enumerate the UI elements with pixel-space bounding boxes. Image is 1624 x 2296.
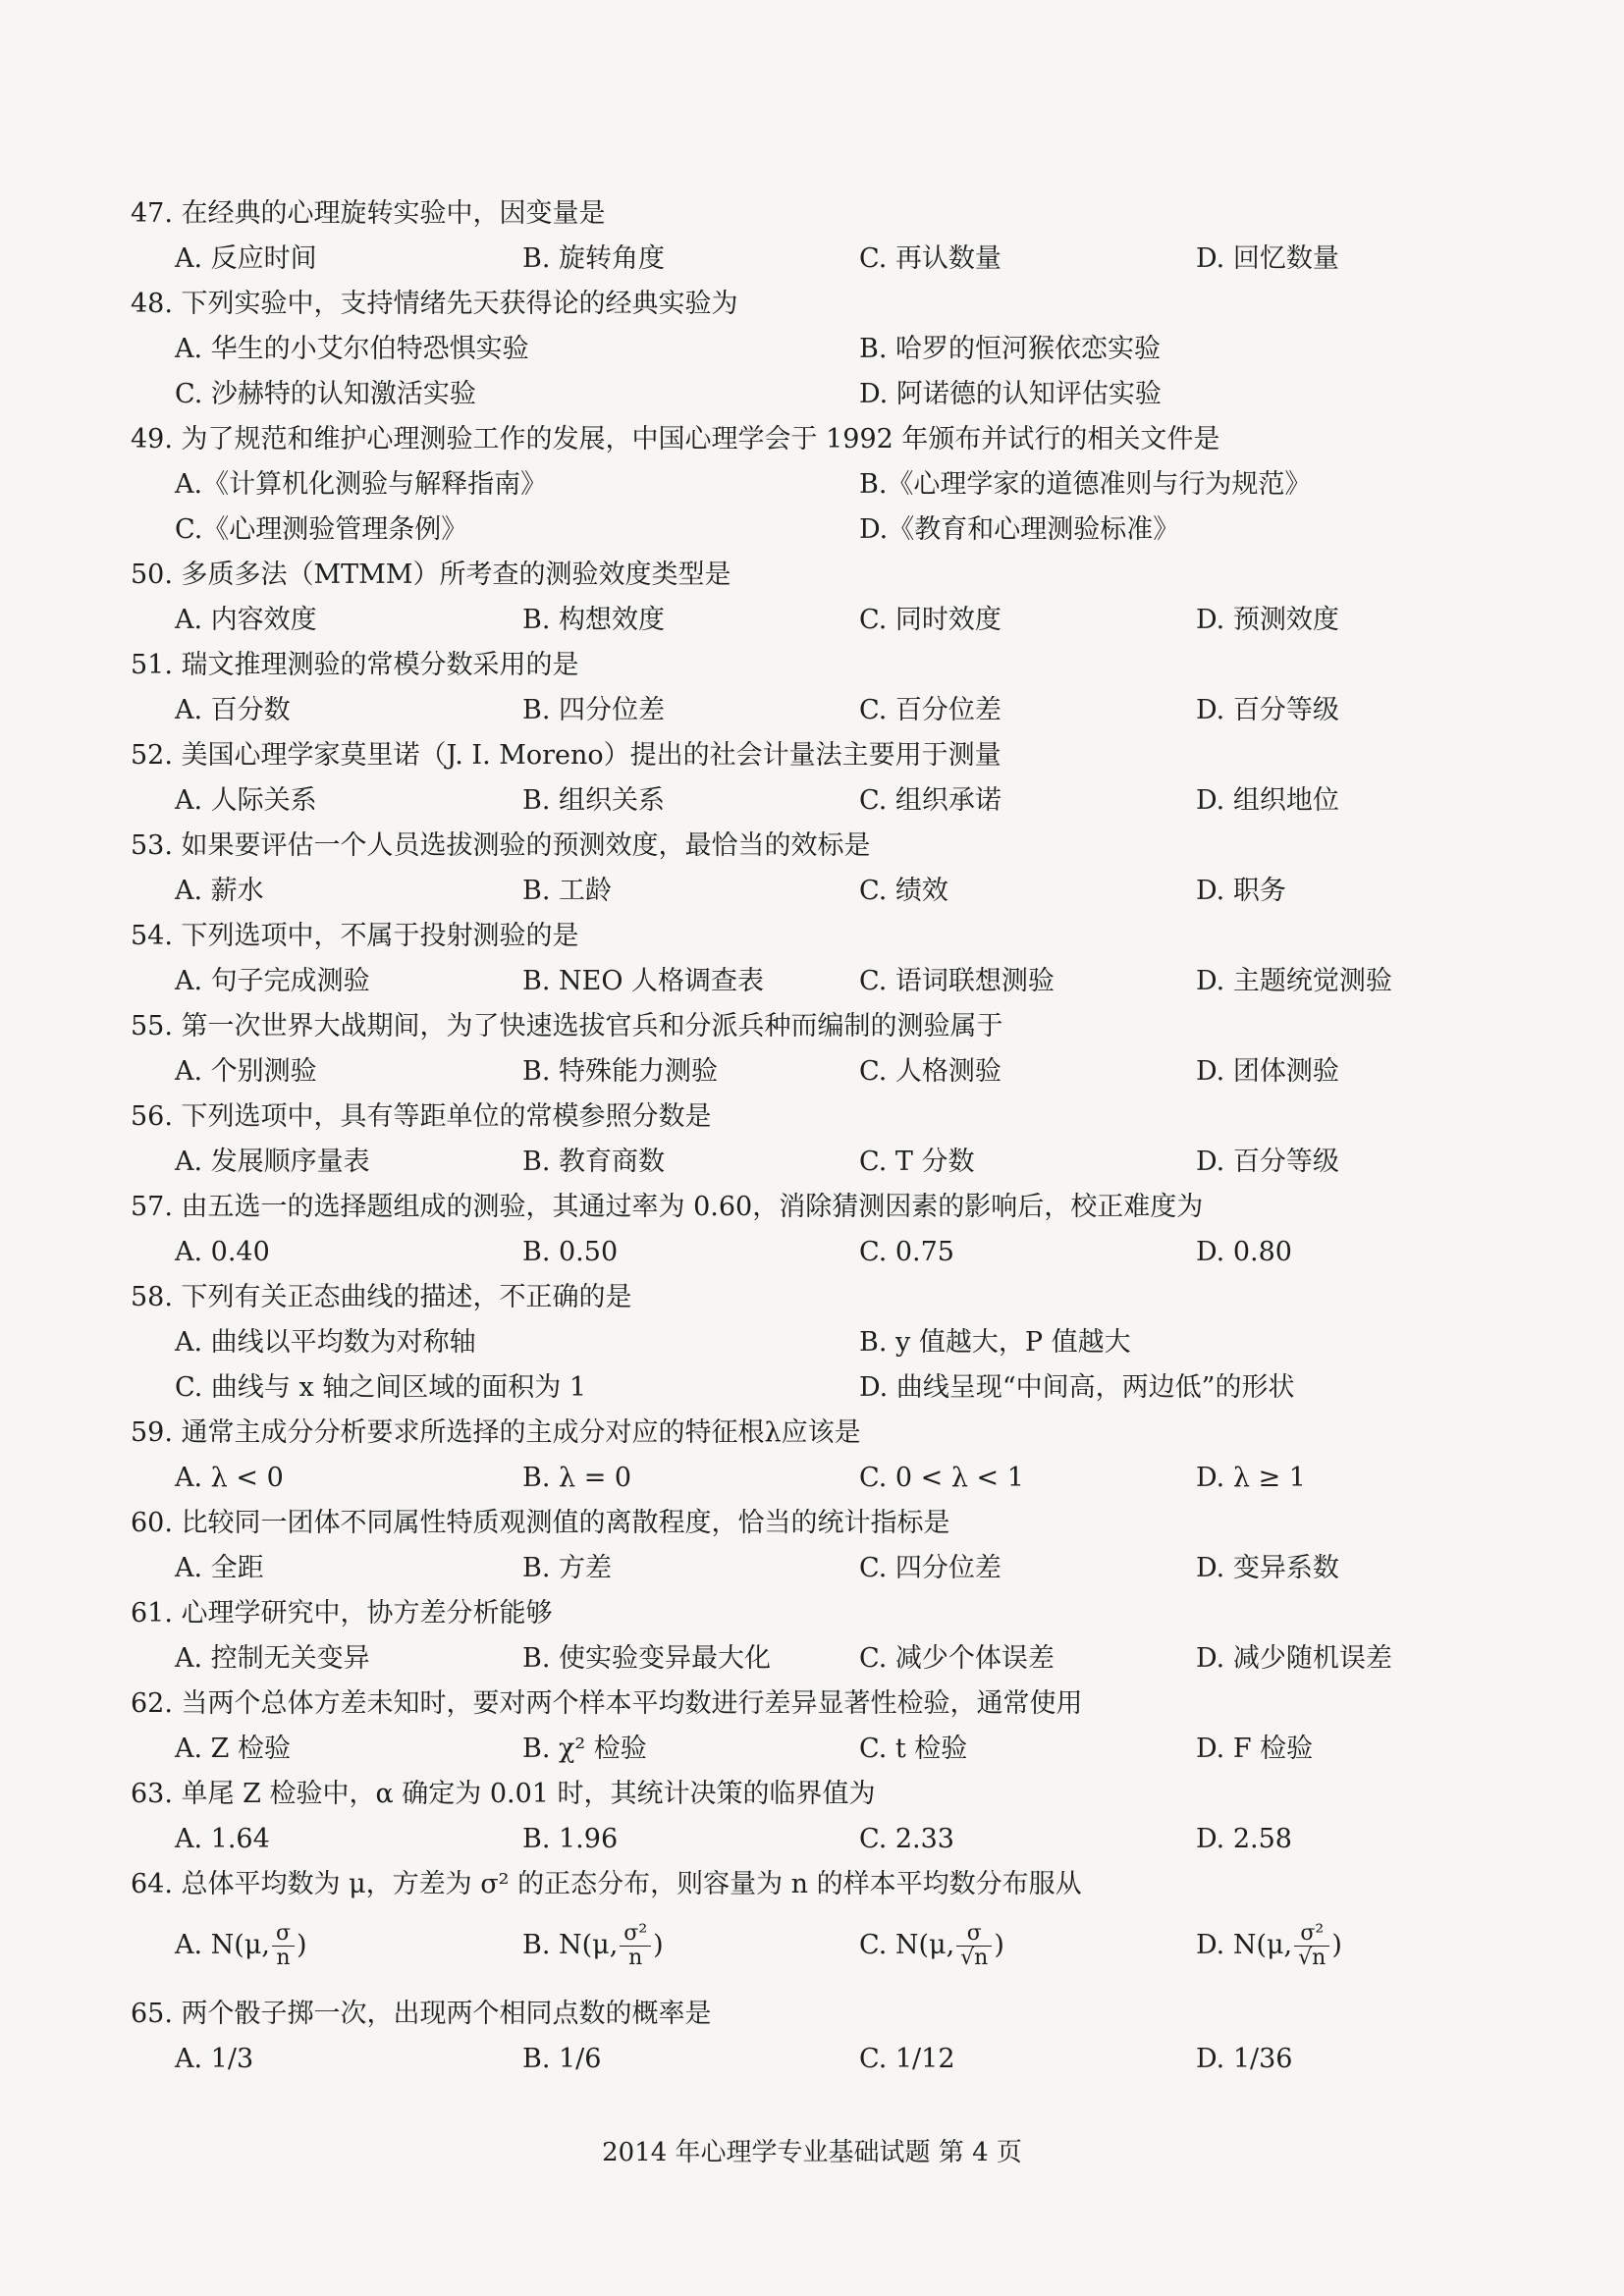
option-suffix: ) bbox=[994, 1930, 1004, 1960]
answer-option: D. 主题统觉测验 bbox=[1196, 966, 1392, 996]
answer-option: A. 薪水 bbox=[175, 876, 264, 906]
question-stem: 60. 比较同一团体不同属性特质观测值的离散程度，恰当的统计指标是 bbox=[131, 1508, 950, 1538]
answer-option: C. 同时效度 bbox=[859, 605, 1001, 635]
answer-option: A. 句子完成测验 bbox=[175, 966, 370, 996]
question-stem: 64. 总体平均数为 μ，方差为 σ² 的正态分布，则容量为 n 的样本平均数分布服从 bbox=[131, 1869, 1082, 1899]
answer-option: C. 2.33 bbox=[859, 1824, 954, 1854]
fraction-numerator: σ bbox=[956, 1922, 992, 1947]
option-suffix: ) bbox=[653, 1930, 664, 1960]
fraction bbox=[956, 1922, 992, 1970]
question-stem: 53. 如果要评估一个人员选拔测验的预测效度，最恰当的效标是 bbox=[131, 830, 871, 861]
question-stem: 57. 由五选一的选择题组成的测验，其通过率为 0.60，消除猜测因素的影响后，校正难度为 bbox=[131, 1192, 1204, 1222]
question-stem: 65. 两个骰子掷一次，出现两个相同点数的概率是 bbox=[131, 1999, 712, 2029]
answer-option: C. 1/12 bbox=[859, 2044, 955, 2074]
answer-option: D. 变异系数 bbox=[1196, 1553, 1339, 1583]
fraction-denominator: √n bbox=[960, 1946, 989, 1970]
page-footer: 2014 年心理学专业基础试题 第 4 页 bbox=[602, 2138, 1022, 2167]
answer-option: D. 回忆数量 bbox=[1196, 243, 1339, 274]
answer-option: B. 使实验变异最大化 bbox=[522, 1643, 772, 1674]
answer-option: C. 沙赫特的认知激活实验 bbox=[175, 379, 476, 409]
option-prefix: B. N(μ, bbox=[522, 1930, 619, 1960]
answer-option: D. 曲线呈现“中间高，两边低”的形状 bbox=[859, 1372, 1295, 1403]
answer-option: A. 反应时间 bbox=[175, 243, 317, 274]
answer-option: D. 2.58 bbox=[1196, 1824, 1292, 1854]
answer-option: A. 内容效度 bbox=[175, 605, 317, 635]
question-stem: 59. 通常主成分分析要求所选择的主成分对应的特征根λ应该是 bbox=[131, 1417, 861, 1448]
fraction bbox=[620, 1922, 651, 1970]
answer-option: A. 0.40 bbox=[175, 1237, 270, 1267]
fraction-denominator: √n bbox=[1298, 1946, 1326, 1970]
fraction-denominator: n bbox=[628, 1946, 643, 1970]
answer-option: D. 组织地位 bbox=[1196, 785, 1339, 816]
formula-option bbox=[1196, 1922, 1342, 1970]
question-stem: 48. 下列实验中，支持情绪先天获得论的经典实验为 bbox=[131, 289, 738, 319]
formula-option bbox=[859, 1922, 1004, 1970]
fraction-denominator: n bbox=[276, 1946, 291, 1970]
option-suffix: ) bbox=[296, 1930, 307, 1960]
question-stem: 55. 第一次世界大战期间，为了快速选拔官兵和分派兵种而编制的测验属于 bbox=[131, 1011, 1003, 1041]
answer-option: C. 绩效 bbox=[859, 876, 948, 906]
answer-option: A.《计算机化测验与解释指南》 bbox=[175, 469, 548, 500]
answer-option: C. 减少个体误差 bbox=[859, 1643, 1055, 1674]
answer-option: C. 组织承诺 bbox=[859, 785, 1001, 816]
answer-option: D. F 检验 bbox=[1196, 1734, 1314, 1764]
question-stem: 49. 为了规范和维护心理测验工作的发展，中国心理学会于 1992 年颁布并试行的相关文件是 bbox=[131, 424, 1220, 454]
question-stem: 63. 单尾 Z 检验中，α 确定为 0.01 时，其统计决策的临界值为 bbox=[131, 1779, 876, 1809]
answer-option: A. λ < 0 bbox=[175, 1463, 284, 1493]
answer-option: C. 人格测验 bbox=[859, 1056, 1001, 1087]
answer-option: A. 个别测验 bbox=[175, 1056, 317, 1087]
answer-option: C. 再认数量 bbox=[859, 243, 1001, 274]
option-prefix: D. N(μ, bbox=[1196, 1930, 1293, 1960]
answer-option: C. T 分数 bbox=[859, 1147, 975, 1177]
answer-option: D. 团体测验 bbox=[1196, 1056, 1339, 1087]
answer-option: A. Z 检验 bbox=[175, 1734, 292, 1764]
answer-option: B. 1/6 bbox=[522, 2044, 602, 2074]
answer-option: D. 0.80 bbox=[1196, 1237, 1292, 1267]
answer-option: B. 特殊能力测验 bbox=[522, 1056, 719, 1087]
answer-option: B. λ = 0 bbox=[522, 1463, 632, 1493]
answer-option: D. 百分等级 bbox=[1196, 695, 1339, 725]
answer-option: C. 0 < λ < 1 bbox=[859, 1463, 1024, 1493]
answer-option: C. t 检验 bbox=[859, 1734, 968, 1764]
answer-option: D. 1/36 bbox=[1196, 2044, 1293, 2074]
answer-option: D. 阿诺德的认知评估实验 bbox=[859, 379, 1162, 409]
answer-option: D. 减少随机误差 bbox=[1196, 1643, 1392, 1674]
fraction bbox=[272, 1922, 295, 1970]
answer-option: B. 四分位差 bbox=[522, 695, 666, 725]
answer-option: B. 旋转角度 bbox=[522, 243, 666, 274]
answer-option: B. 构想效度 bbox=[522, 605, 666, 635]
answer-option: C. 语词联想测验 bbox=[859, 966, 1055, 996]
option-prefix: A. N(μ, bbox=[175, 1930, 270, 1960]
fraction-numerator: σ² bbox=[1294, 1922, 1329, 1947]
answer-option: A. 控制无关变异 bbox=[175, 1643, 370, 1674]
answer-option: C. 四分位差 bbox=[859, 1553, 1001, 1583]
answer-option: A. 发展顺序量表 bbox=[175, 1147, 370, 1177]
question-stem: 51. 瑞文推理测验的常模分数采用的是 bbox=[131, 650, 579, 680]
fraction-numerator: σ² bbox=[620, 1922, 651, 1947]
answer-option: C. 百分位差 bbox=[859, 695, 1001, 725]
answer-option: B. 组织关系 bbox=[522, 785, 666, 816]
answer-option: D.《教育和心理测验标准》 bbox=[859, 514, 1180, 545]
answer-option: B. 工龄 bbox=[522, 876, 613, 906]
question-stem: 52. 美国心理学家莫里诺（J. I. Moreno）提出的社会计量法主要用于测量 bbox=[131, 740, 1001, 771]
answer-option: B. 1.96 bbox=[522, 1824, 619, 1854]
answer-option: D. 百分等级 bbox=[1196, 1147, 1339, 1177]
answer-option: C.《心理测验管理条例》 bbox=[175, 514, 468, 545]
answer-option: D. 职务 bbox=[1196, 876, 1286, 906]
answer-option: B. 0.50 bbox=[522, 1237, 619, 1267]
answer-option: B. 哈罗的恒河猴依恋实验 bbox=[859, 334, 1162, 364]
question-stem: 56. 下列选项中，具有等距单位的常模参照分数是 bbox=[131, 1101, 712, 1132]
answer-option: D. λ ≥ 1 bbox=[1196, 1463, 1306, 1493]
answer-option: A. 曲线以平均数为对称轴 bbox=[175, 1327, 476, 1358]
answer-option: B. y 值越大，P 值越大 bbox=[859, 1327, 1131, 1358]
question-stem: 61. 心理学研究中，协方差分析能够 bbox=[131, 1598, 553, 1629]
option-suffix: ) bbox=[1331, 1930, 1342, 1960]
answer-option: D. 预测效度 bbox=[1196, 605, 1339, 635]
question-stem: 54. 下列选项中，不属于投射测验的是 bbox=[131, 921, 579, 951]
fraction bbox=[1294, 1922, 1329, 1970]
answer-option: A. 华生的小艾尔伯特恐惧实验 bbox=[175, 334, 529, 364]
answer-option: A. 全距 bbox=[175, 1553, 264, 1583]
formula-option bbox=[175, 1922, 307, 1970]
option-prefix: C. N(μ, bbox=[859, 1930, 955, 1960]
answer-option: A. 1.64 bbox=[175, 1824, 270, 1854]
answer-option: A. 百分数 bbox=[175, 695, 291, 725]
answer-option: C. 0.75 bbox=[859, 1237, 954, 1267]
fraction-numerator: σ bbox=[272, 1922, 295, 1947]
question-stem: 50. 多质多法（MTMM）所考查的测验效度类型是 bbox=[131, 560, 731, 590]
question-stem: 47. 在经典的心理旋转实验中，因变量是 bbox=[131, 198, 606, 229]
answer-option: B. 方差 bbox=[522, 1553, 613, 1583]
question-stem: 62. 当两个总体方差未知时，要对两个样本平均数进行差异显著性检验，通常使用 bbox=[131, 1688, 1083, 1719]
answer-option: B. χ² 检验 bbox=[522, 1734, 647, 1764]
answer-option: C. 曲线与 x 轴之间区域的面积为 1 bbox=[175, 1372, 587, 1403]
answer-option: A. 1/3 bbox=[175, 2044, 254, 2074]
answer-option: B. 教育商数 bbox=[522, 1147, 666, 1177]
answer-option: B.《心理学家的道德准则与行为规范》 bbox=[859, 469, 1312, 500]
formula-option bbox=[522, 1922, 664, 1970]
answer-option: A. 人际关系 bbox=[175, 785, 317, 816]
answer-option: B. NEO 人格调查表 bbox=[522, 966, 765, 996]
question-stem: 58. 下列有关正态曲线的描述，不正确的是 bbox=[131, 1282, 632, 1312]
